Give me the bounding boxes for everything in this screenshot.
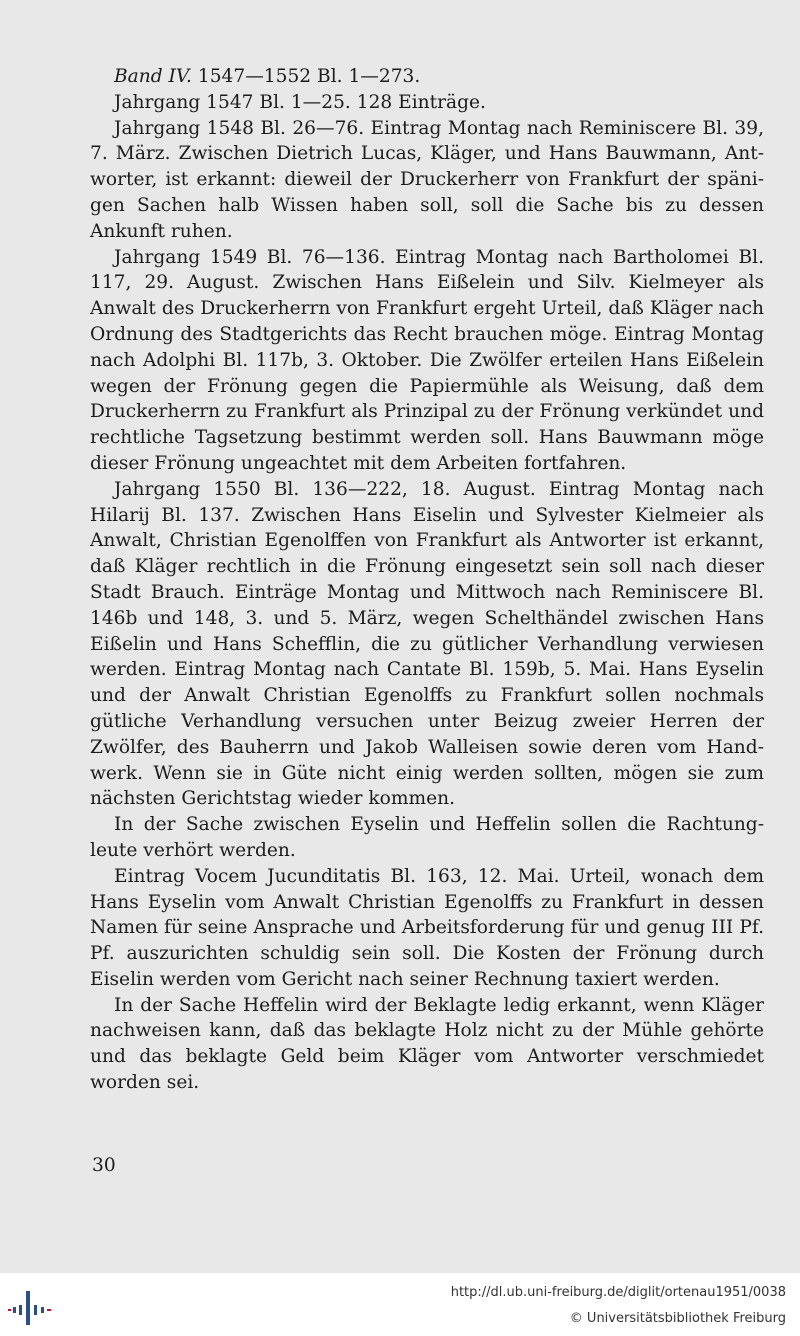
- volume-band-label: Band IV.: [114, 66, 192, 87]
- volume-range: 1547—1552 Bl. 1—273.: [191, 66, 421, 87]
- paragraph: Jahrgang 1547 Bl. 1—25. 128 Einträge.: [114, 91, 486, 113]
- paragraph: In der Sache Heffelin wird der Beklagte ledig erkannt, wenn Kläger nachweisen kann, daß das beklagte Holz nicht zu der Mühle gehörte und das beklagte Geld beim Kläger vom Antworter verschmiedet worden sei.: [90, 994, 764, 1094]
- copyright-notice: © Universitätsbibliothek Freiburg: [569, 1311, 786, 1326]
- page-text: [90, 64, 764, 1096]
- digitization-footer: [0, 1273, 800, 1336]
- paragraph: In der Sache zwischen Eyselin und Heffelin sollen die Rachtungleute verhört werden.: [90, 814, 764, 861]
- paragraph: Jahrgang 1549 Bl. 76—136. Eintrag Montag nach Bartholomei Bl. 117, 29. August. Zwischen Hans Eißelein und Silv. Kielmeyer als Anwalt des Druckerherrn von Frankfurt ergeht Urteil, daß Kläger nach Ordnung des Stadtgerichts das Recht brauchen möge. Eintrag Montag nach Adolphi Bl. 117b, 3. Oktober. Die Zwölfer erteilen Hans Eißelein wegen der Frönung gegen die Papiermühle als Weisung, daß dem Druckerherrn zu Frankfurt als Prinzipal zu der Frönung verkündet und rechtliche Tagsetzung bestimmt werden soll. Hans Bauwmann möge dieser Frönung ungeachtet mit dem Arbeiten fortfahren.: [90, 246, 764, 474]
- ub-freiburg-logo-icon: [8, 1287, 52, 1327]
- page-number: 30: [92, 1155, 116, 1176]
- paragraph: Eintrag Vocem Jucunditatis Bl. 163, 12. Mai. Urteil, wonach dem Hans Eyselin vom Anwalt Christian Egenolffs zu Frankfurt in dessen Namen für seine Ansprache und Arbeitsforderung für und genug III Pf. Pf. auszurichten schuldig sein soll. Die Kosten der Frönung durch Eiselin werden vom Gericht nach seiner Rechnung taxiert werden.: [90, 865, 764, 990]
- volume-heading: [90, 64, 764, 90]
- permalink-url[interactable]: http://dl.ub.uni-freiburg.de/diglit/ortenau1951/0038: [450, 1285, 786, 1300]
- paragraph: Jahrgang 1548 Bl. 26—76. Eintrag Montag nach Reminiscere Bl. 39, 7. März. Zwischen Dietrich Lucas, Kläger, und Hans Bauwmann, Antworter, ist erkannt: dieweil der Druckerherr von Frankfurt der spänigen Sachen halb Wissen haben soll, soll die Sache bis zu dessen Ankunft ruhen.: [90, 117, 764, 242]
- paragraph: Jahrgang 1550 Bl. 136—222, 18. August. Eintrag Montag nach Hilarij Bl. 137. Zwischen Hans Eiselin und Sylvester Kielmeier als Anwalt, Christian Egenolffen von Frankfurt als Antworter ist erkannt, daß Kläger rechtlich in die Frönung eingesetzt sein soll nach dieser Stadt Brauch. Einträge Montag und Mittwoch nach Reminiscere Bl. 146b und 148, 3. und 5. März, wegen Schelthändel zwischen Hans Eißelin und Hans Schefflin, die zu gütlicher Verhandlung verwiesen werden. Eintrag Montag nach Cantate Bl. 159b, 5. Mai. Hans Eyselin und der Anwalt Christian Egenolffs zu Frankfurt sollen nochmals gütliche Verhandlung versuchen unter Beizug zweier Herren der Zwölfer, des Bauherrn und Jakob Walleisen sowie deren vom Handwerk. Wenn sie in Güte nicht einig werden sollten, mögen sie zum nächsten Gerichtstag wieder kommen.: [90, 478, 764, 810]
